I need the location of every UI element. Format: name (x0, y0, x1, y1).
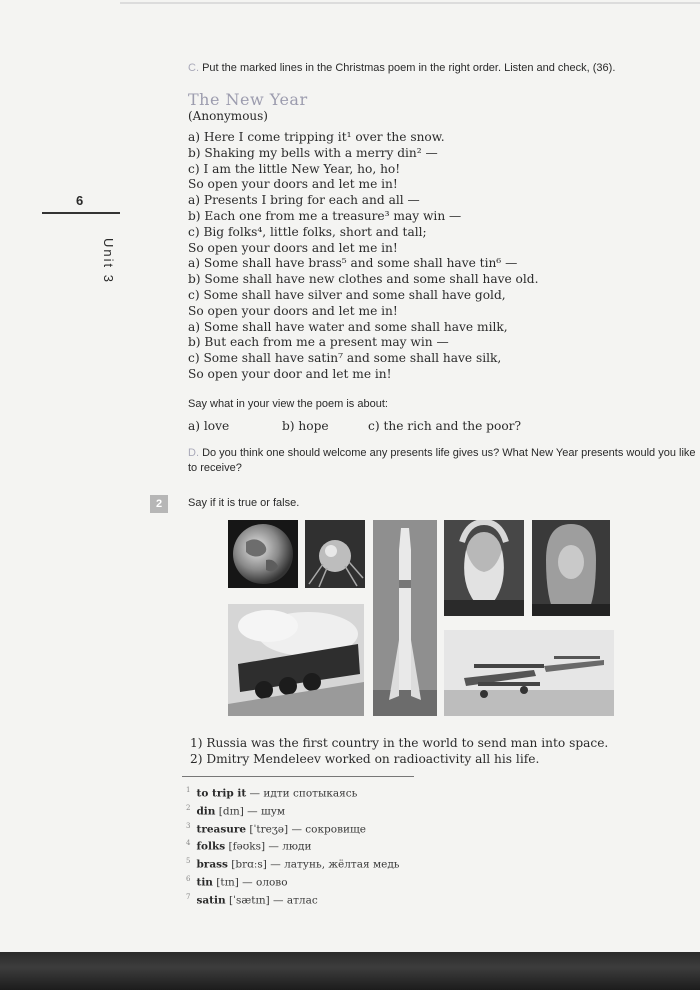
footnote (186, 819, 400, 837)
poem-line: So open your doors and let me in! (188, 177, 398, 192)
poem-line: b) Shaking my bells with a merry din² — (188, 145, 438, 160)
poem-line: c) Some shall have silver and some shall have gold, (188, 287, 506, 302)
footnote-number: 3 (186, 821, 191, 830)
poem-question: Say what in your view the poem is about: (188, 398, 388, 410)
satellite-photo (305, 520, 365, 588)
footnote-word: to trip it (196, 787, 247, 800)
footnote-number: 5 (186, 857, 191, 866)
footnote-word: satin (196, 894, 226, 907)
footnote-number: 2 (186, 803, 191, 812)
footnote-word: folks (196, 840, 226, 853)
statement: 2) Dmitry Mendeleev worked on radioactivity all his life. (190, 751, 540, 766)
poem-line: So open your doors and let me in! (188, 240, 398, 255)
footnote-number: 7 (186, 892, 191, 901)
poem-line: c) Big folks⁴, little folks, short and tall; (188, 224, 427, 239)
answer-option-a: a) love (188, 419, 230, 433)
footnote (186, 783, 400, 801)
footnote (186, 872, 400, 890)
task-c-letter: C. (188, 62, 199, 74)
footnote (186, 801, 400, 819)
exercise-number-badge: 2 (150, 495, 168, 513)
footnote-translation: [brɑːs] — латунь, жёлтая медь (227, 858, 400, 871)
poem-line: b) But each from me a present may win — (188, 335, 449, 350)
poem-line: c) I am the little New Year, ho, ho! (188, 161, 401, 176)
poem-line: a) Some shall have brass⁵ and some shall have tin⁶ — (188, 256, 518, 271)
footnote-translation: — идти спотыкаясь (246, 787, 358, 800)
task-d-text: Do you think one should welcome any presents life gives us? What New Year presents would you like to receive? (188, 447, 696, 474)
poem-line: So open your doors and let me in! (188, 303, 398, 318)
footnote (186, 890, 400, 908)
footnote-number: 4 (186, 839, 191, 848)
earth-photo (228, 520, 298, 588)
answer-option-b: b) hope (282, 419, 329, 433)
footnote-divider (182, 776, 414, 777)
footnote-translation: [dɪn] — шум (215, 805, 286, 818)
side-divider (42, 212, 120, 214)
poem-author: (Anonymous) (188, 109, 268, 123)
answer-option-c: c) the rich and the poor? (368, 419, 522, 433)
newton-portrait (532, 520, 610, 616)
poem-line: b) Each one from me a treasure³ may win — (188, 208, 462, 223)
poem-line: a) Some shall have water and some shall have milk, (188, 319, 508, 334)
footnote-number: 6 (186, 874, 191, 883)
poem-line: So open your door and let me in! (188, 366, 392, 381)
task-d-letter: D. (188, 447, 199, 459)
scan-bottom-edge (0, 952, 700, 990)
footnote-word: brass (196, 858, 228, 871)
airplanes-photo (444, 630, 614, 716)
footnote-word: din (196, 805, 216, 818)
page-top-edge (120, 2, 700, 4)
task-c-text: Put the marked lines in the Christmas poem in the right order. Listen and check, (36). (202, 62, 616, 74)
unit-label: Unit 3 (101, 238, 116, 284)
mendeleev-portrait (444, 520, 524, 616)
footnote-translation: [tɪn] — олово (212, 876, 288, 889)
footnote (186, 836, 400, 854)
task-c-instruction (188, 62, 698, 74)
footnote (186, 854, 400, 872)
rocket-photo (373, 520, 437, 716)
footnote-word: treasure (196, 823, 247, 836)
poem-line: a) Here I come tripping it¹ over the snow. (188, 130, 445, 144)
footnote-number: 1 (186, 786, 191, 794)
footnotes (186, 783, 400, 908)
footnote-word: tin (196, 876, 213, 889)
true-false-statements (190, 736, 608, 767)
unit-page-number: 6 (76, 193, 84, 208)
task-d-instruction (188, 446, 700, 476)
poem-title: The New Year (188, 90, 308, 109)
steam-train-photo (228, 604, 364, 716)
footnote-translation: [ˈtreʒə] — сокровище (246, 823, 366, 836)
footnote-translation: [ˈsætɪn] — атлас (225, 894, 318, 907)
poem-text (188, 130, 538, 383)
poem-line: c) Some shall have satin⁷ and some shall have silk, (188, 351, 502, 366)
exercise-instruction: Say if it is true or false. (188, 497, 300, 509)
footnote-translation: [fəʊks] — люди (225, 840, 312, 853)
poem-line: a) Presents I bring for each and all — (188, 193, 420, 208)
poem-line: b) Some shall have new clothes and some shall have old. (188, 272, 539, 287)
statement: 1) Russia was the first country in the world to send man into space. (190, 736, 609, 750)
